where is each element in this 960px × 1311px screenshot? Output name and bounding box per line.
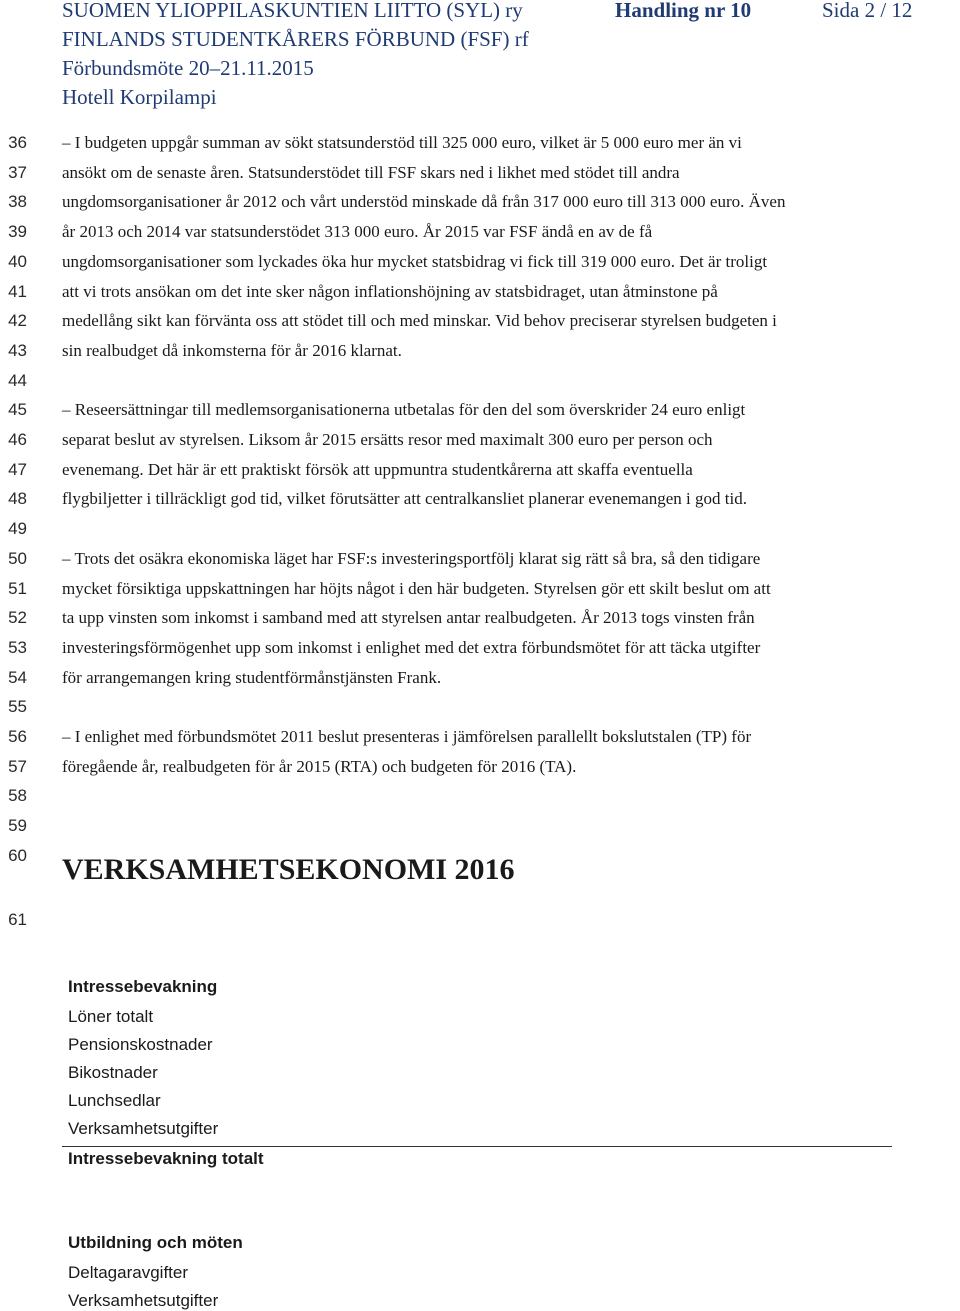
line-number: 39 bbox=[8, 222, 27, 242]
body-line: investeringsförmögenhet upp som inkomst i enlighet med det extra förbundsmötet för att täcka utgifter bbox=[62, 637, 761, 657]
line-number: 54 bbox=[8, 667, 27, 687]
line-number: 45 bbox=[8, 400, 27, 420]
body-line: ungdomsorganisationer år 2012 och vårt understöd minskade då från 317 000 euro till 313 000 euro. Även bbox=[62, 192, 786, 212]
body-line: ta upp vinsten som inkomst i samband med att styrelsen antar realbudgeten. År 2013 togs vinsten från bbox=[62, 608, 755, 628]
row-label: Verksamhetsutgifter bbox=[68, 1119, 219, 1138]
body-line: mycket försiktiga uppskattningen har höjts något i den här budgeten. Styrelsen gör ett skilt beslut om att bbox=[62, 578, 771, 598]
body-line: flygbiljetter i tillräckligt god tid, vilket förutsätter att centralkansliet planerar evenemangen i god tid. bbox=[62, 489, 747, 509]
meeting-venue: Hotell Korpilampi bbox=[62, 85, 217, 109]
body-line: – I enlighet med förbundsmötet 2011 beslut presenteras i jämförelsen parallellt bokslutstalen (TP) för bbox=[62, 727, 752, 746]
body-line: föregående år, realbudgeten för år 2015 (RTA) och budgeten för 2016 (TA). bbox=[62, 756, 577, 776]
section-heading: VERKSAMHETSEKONOMI 2016 bbox=[62, 853, 515, 886]
body-line: medellång sikt kan förvänta oss att stödet till och med minskar. Vid behov preciserar styrelsen budgeten i bbox=[62, 311, 777, 331]
row-label: Bikostnader bbox=[68, 1063, 158, 1082]
line-number: 41 bbox=[8, 281, 27, 301]
total-label: Intressebevakning totalt bbox=[68, 1149, 264, 1168]
body-line: år 2013 och 2014 var statsunderstödet 313 000 euro. År 2015 var FSF ändå en av de få bbox=[62, 222, 653, 242]
line-number: 50 bbox=[8, 548, 27, 568]
line-number: 37 bbox=[8, 162, 27, 182]
line-number: 52 bbox=[8, 608, 27, 628]
document-number: Handling nr 10 bbox=[615, 0, 752, 22]
line-number: 58 bbox=[8, 786, 27, 806]
row-label: Pensionskostnader bbox=[68, 1035, 213, 1054]
org-name-sv: FINLANDS STUDENTKÅRERS FÖRBUND (FSF) rf bbox=[62, 27, 529, 51]
line-number: 43 bbox=[8, 340, 27, 360]
body-line: sin realbudget då inkomsterna för år 2016 klarnat. bbox=[62, 340, 402, 360]
body-line: – I budgeten uppgår summan av sökt statsunderstöd till 325 000 euro, vilket är 5 000 euro mer än vi bbox=[62, 133, 742, 152]
line-number: 49 bbox=[8, 519, 27, 539]
row-label: Deltagaravgifter bbox=[68, 1263, 189, 1282]
line-number: 46 bbox=[8, 430, 27, 449]
line-number: 60 bbox=[8, 845, 27, 865]
org-name-fi: SUOMEN YLIOPPILASKUNTIEN LIITTO (SYL) ry bbox=[62, 0, 523, 22]
body-line: ungdomsorganisationer som lyckades öka hur mycket statsbidrag vi fick till 319 000 euro. Det är troligt bbox=[62, 251, 768, 271]
body-line: för arrangemangen kring studentförmånstjänsten Frank. bbox=[62, 667, 442, 687]
line-number: 47 bbox=[8, 459, 27, 479]
line-number: 40 bbox=[8, 251, 27, 271]
group-title: Utbildning och möten bbox=[68, 1233, 243, 1252]
line-number: 36 bbox=[8, 133, 27, 152]
total-divider bbox=[62, 1146, 892, 1147]
line-number: 59 bbox=[8, 816, 27, 836]
body-line: – Reseersättningar till medlemsorganisationerna utbetalas för den del som överskrider 24 euro enligt bbox=[62, 400, 746, 420]
line-number: 44 bbox=[8, 370, 27, 390]
body-line: – Trots det osäkra ekonomiska läget har FSF:s investeringsportfölj klarat sig rätt så bra, så den tidigare bbox=[62, 548, 761, 568]
line-number: 51 bbox=[8, 578, 27, 598]
line-number: 53 bbox=[8, 637, 27, 657]
line-number: 38 bbox=[8, 192, 27, 212]
row-label: Verksamhetsutgifter bbox=[68, 1291, 219, 1310]
body-line: separat beslut av styrelsen. Liksom år 2015 ersätts resor med maximalt 300 euro per person och bbox=[62, 430, 713, 449]
body-line: ansökt om de senaste åren. Statsunderstödet till FSF skars ned i likhet med stödet till andra bbox=[62, 162, 680, 182]
row-label: Löner totalt bbox=[68, 1007, 154, 1026]
group-title: Intressebevakning bbox=[68, 977, 218, 996]
meeting-info: Förbundsmöte 20–21.11.2015 bbox=[62, 56, 314, 80]
body-line: att vi trots ansökan om det inte sker någon inflationshöjning av statsbidraget, utan åtminstone på bbox=[62, 281, 718, 301]
line-number: 56 bbox=[8, 727, 27, 746]
line-number: 55 bbox=[8, 697, 27, 717]
body-line: evenemang. Det här är ett praktiskt försök att uppmuntra studentkårerna att skaffa eventuella bbox=[62, 459, 693, 479]
line-number: 42 bbox=[8, 311, 27, 331]
row-label: Lunchsedlar bbox=[68, 1091, 161, 1110]
page-indicator: Sida 2 / 12 bbox=[822, 0, 913, 22]
line-number: 61 bbox=[8, 910, 27, 929]
line-number: 57 bbox=[8, 756, 27, 776]
line-number: 48 bbox=[8, 489, 27, 509]
